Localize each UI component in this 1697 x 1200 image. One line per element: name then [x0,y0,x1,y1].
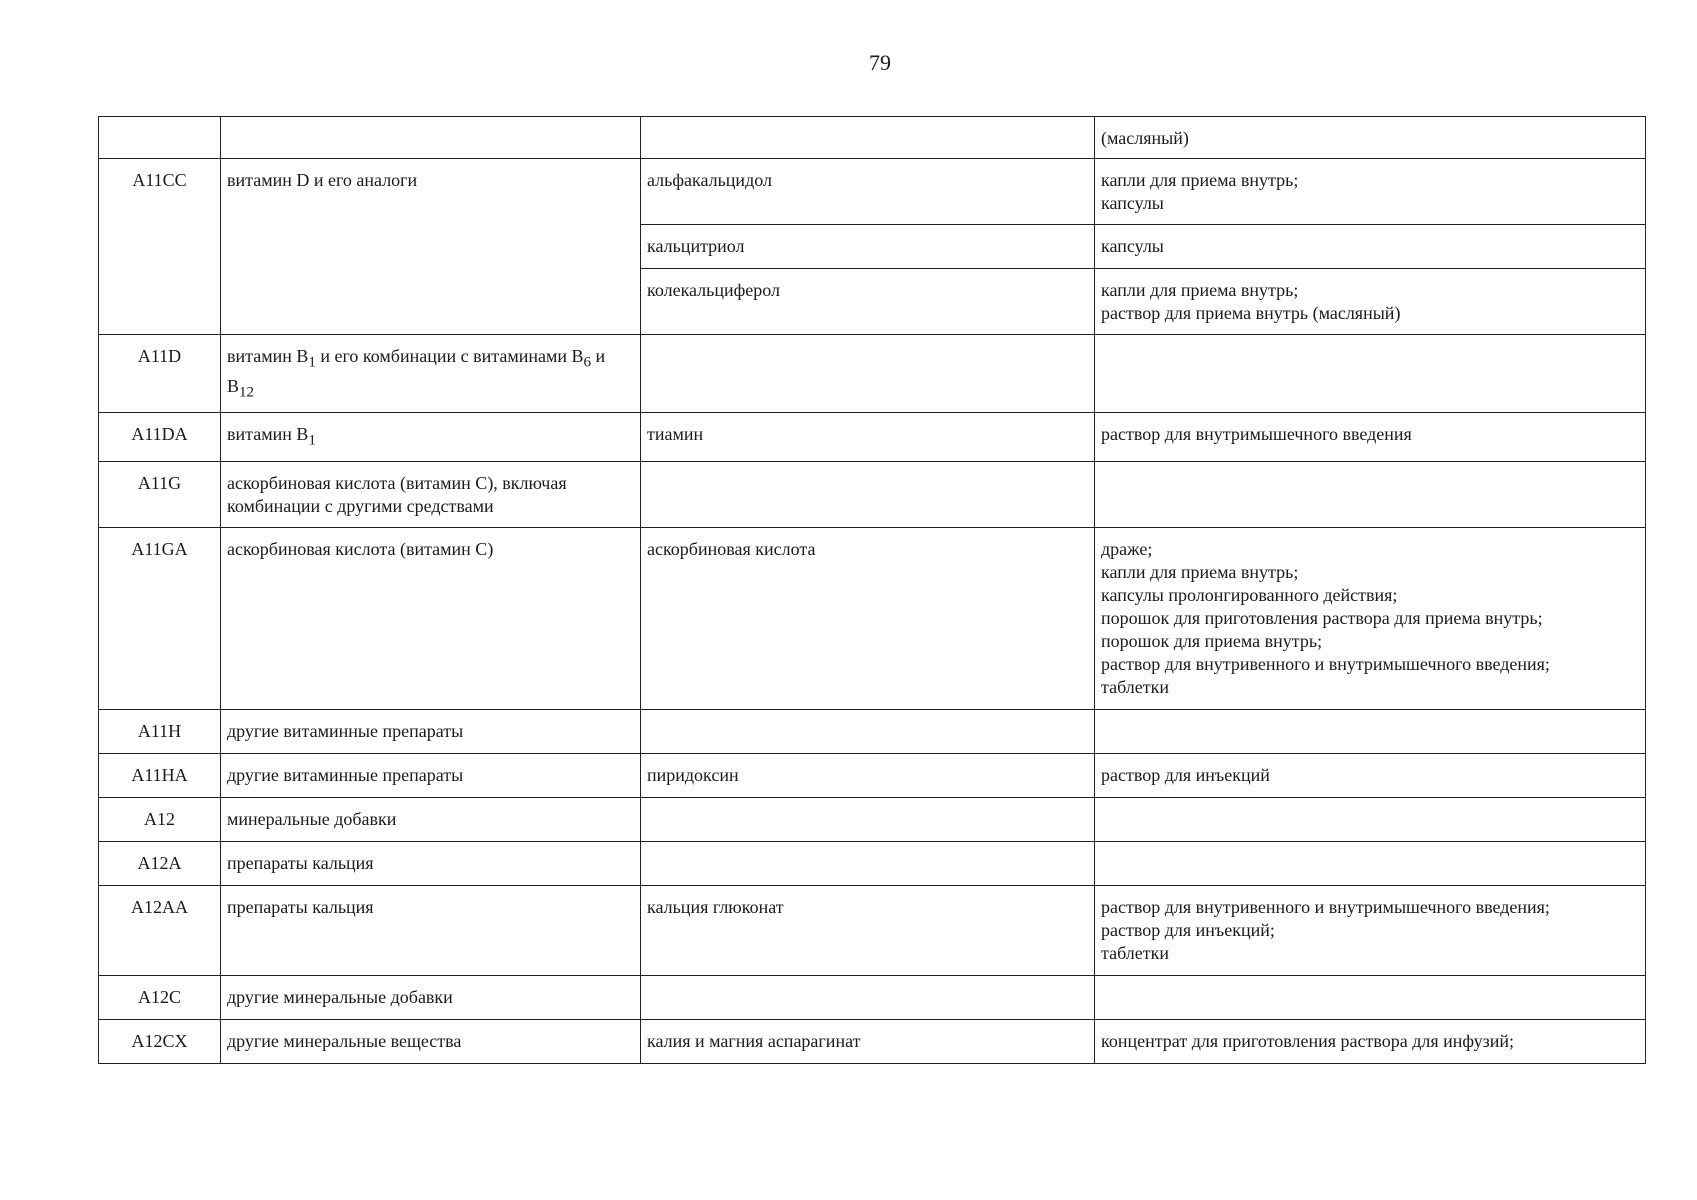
dosage-form-cell [1095,885,1646,975]
group-cell: витамин $B_1$ [221,413,641,462]
table-row [99,335,1646,413]
atc-code-cell: A12 [99,797,221,841]
table-row [99,753,1646,797]
dosage-form-cell [1095,527,1646,709]
group-cell: витамин $B_1$ и его комбинации с витаминами $B_6$ и $B_{12}$ [221,335,641,413]
atc-code-cell: A11G [99,461,221,527]
dosage-form-cell [1095,269,1646,335]
dosage-form-cell [1095,841,1646,885]
table-row [99,797,1646,841]
dosage-form-line: (масляный) [1101,128,1189,148]
table-row [99,885,1646,975]
dosage-form-cell [1095,159,1646,225]
drug-table [98,116,1646,1064]
drug-cell: тиамин [641,413,1095,462]
dosage-form-cell [1095,117,1646,159]
atc-code-cell: A11GA [99,527,221,709]
drug-cell [641,841,1095,885]
table-row [99,841,1646,885]
dosage-form-line: таблетки [1101,942,1170,963]
atc-code-cell: A11HA [99,753,221,797]
group-cell: другие витаминные препараты [221,709,641,753]
dosage-form-line: раствор для внутривенного и внутримышечного введения; [1101,653,1550,674]
drug-cell: кальцитриол [641,225,1095,269]
table-row [99,117,1646,159]
dosage-form-cell [1095,225,1646,269]
group-cell [221,117,641,159]
group-cell: другие витаминные препараты [221,753,641,797]
dosage-form-line: драже; [1101,538,1153,559]
atc-code-cell: A11CC [99,159,221,335]
atc-code-cell: A11D [99,335,221,413]
dosage-form-cell [1095,1019,1646,1063]
drug-cell [641,975,1095,1019]
dosage-form-cell [1095,753,1646,797]
page-number: 79 [869,50,891,75]
dosage-form-line: концентрат для приготовления раствора для инфузий; [1101,1030,1514,1051]
dosage-form-line: таблетки [1101,676,1170,697]
drug-cell: колекальциферол [641,269,1095,335]
group-cell: препараты кальция [221,841,641,885]
atc-code-cell: A12C [99,975,221,1019]
table-row [99,159,1646,225]
drug-cell [641,461,1095,527]
dosage-form-cell [1095,975,1646,1019]
atc-code-cell [99,117,221,159]
table-row [99,1019,1646,1063]
drug-cell: кальция глюконат [641,885,1095,975]
table-row [99,413,1646,462]
group-cell: аскорбиновая кислота (витамин С) [221,527,641,709]
dosage-form-cell [1095,709,1646,753]
atc-code-cell: A11DA [99,413,221,462]
dosage-form-line: капсулы пролонгированного действия; [1101,584,1398,605]
drug-cell: калия и магния аспарагинат [641,1019,1095,1063]
dosage-form-line: капли для приема внутрь; [1101,280,1299,300]
dosage-form-line: капли для приема внутрь; [1101,170,1299,190]
group-cell: аскорбиновая кислота (витамин С), включая комбинации с другими средствами [221,461,641,527]
drug-cell: альфакальцидол [641,159,1095,225]
dosage-form-line: раствор для внутривенного и внутримышечного введения; [1101,896,1550,917]
dosage-form-line: порошок для приготовления раствора для приема внутрь; [1101,607,1543,628]
drug-cell [641,797,1095,841]
drug-cell [641,709,1095,753]
drug-cell [641,335,1095,413]
drug-cell [641,117,1095,159]
table-row [99,975,1646,1019]
group-cell: другие минеральные добавки [221,975,641,1019]
dosage-form-line: раствор для приема внутрь (масляный) [1101,303,1401,323]
group-cell: витамин D и его аналоги [221,159,641,335]
atc-code-cell: A11H [99,709,221,753]
atc-code-cell: A12A [99,841,221,885]
dosage-form-line: капли для приема внутрь; [1101,561,1299,582]
table-row [99,527,1646,709]
table-row [99,461,1646,527]
atc-code-cell: A12AA [99,885,221,975]
drug-cell: пиридоксин [641,753,1095,797]
dosage-form-line: раствор для инъекций; [1101,919,1275,940]
atc-code-cell: A12CX [99,1019,221,1063]
dosage-form-cell [1095,335,1646,413]
dosage-form-cell [1095,413,1646,462]
dosage-form-line: раствор для инъекций [1101,764,1270,785]
dosage-form-cell [1095,461,1646,527]
group-cell: минеральные добавки [221,797,641,841]
dosage-form-line: капсулы [1101,193,1164,213]
dosage-form-line: капсулы [1101,236,1164,256]
dosage-form-cell [1095,797,1646,841]
group-cell: другие минеральные вещества [221,1019,641,1063]
table-row [99,709,1646,753]
dosage-form-line: раствор для внутримышечного введения [1101,424,1412,445]
dosage-form-line: порошок для приема внутрь; [1101,630,1323,651]
group-cell: препараты кальция [221,885,641,975]
drug-cell: аскорбиновая кислота [641,527,1095,709]
